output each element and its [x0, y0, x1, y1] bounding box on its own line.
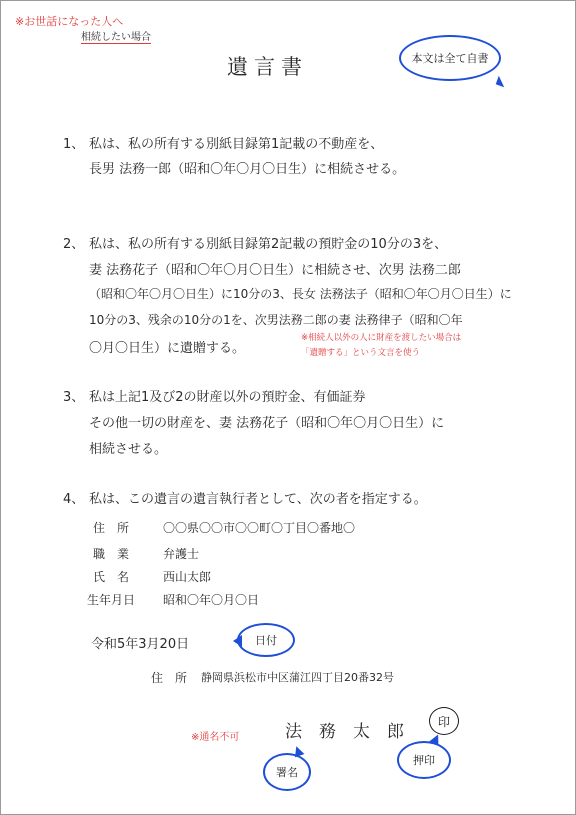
handwritten-text-bubble: 本文は全て自書	[399, 35, 501, 81]
clause-3-number: 3、	[63, 390, 85, 405]
clause-2-line2: 妻 法務花子（昭和〇年〇月〇日生）に相続させ、次男 法務二郎	[89, 263, 461, 278]
header-note-line2: 相続したい場合	[81, 28, 151, 44]
executor-name-label: 氏 名	[93, 570, 130, 584]
signature-bubble: 署名	[263, 753, 311, 791]
clause-1-line1: 私は、私の所有する別紙目録第1記載の不動産を、	[89, 137, 384, 152]
executor-address-value: 〇〇県〇〇市〇〇町〇丁目〇番地〇	[163, 521, 356, 535]
clause-3-line1: 私は上記1及び2の財産以外の預貯金、有価証券	[89, 390, 366, 405]
seal-bubble: 押印	[397, 741, 451, 779]
clause-3-line2: その他一切の財産を、妻 法務花子（昭和〇年〇月〇日生）に	[89, 416, 445, 431]
clause-2-line4: 10分の3、残余の10分の1を、次男法務二郎の妻 法務律子（昭和〇年	[89, 313, 463, 327]
executor-name-value: 西山太郎	[163, 570, 212, 584]
bequest-note-line1: ※相続人以外の人に財産を渡したい場合は	[301, 333, 462, 343]
executor-occupation-value: 弁護士	[163, 547, 200, 561]
date-bubble: 日付	[237, 623, 295, 657]
clause-2-line5: 〇月〇日生）に遺贈する。	[89, 341, 246, 356]
bequest-note-line2: 「遺贈する」という文言を使う	[301, 348, 421, 358]
clause-4-number: 4、	[63, 492, 85, 507]
clause-3-line3: 相続させる。	[89, 442, 168, 457]
seal-mark: 印	[429, 707, 459, 735]
document-title: 遺言書	[227, 55, 308, 79]
clause-2-number: 2、	[63, 237, 85, 252]
clause-2-line1: 私は、私の所有する別紙目録第2記載の預貯金の10分の3を、	[89, 237, 448, 252]
testator-address: 静岡県浜松市中区蒲江四丁目20番32号	[201, 671, 394, 684]
clause-1-number: 1、	[63, 137, 85, 152]
header-note-line1: ※お世話になった人へ	[15, 15, 124, 28]
clause-4-line1: 私は、この遺言の遺言執行者として、次の者を指定する。	[89, 492, 427, 507]
executor-birthdate-value: 昭和〇年〇月〇日	[163, 593, 260, 607]
executor-birthdate-label: 生年月日	[87, 593, 136, 607]
clause-1-line2: 長男 法務一郎（昭和〇年〇月〇日生）に相続させる。	[89, 162, 406, 177]
will-date: 令和5年3月20日	[91, 637, 190, 652]
alias-not-allowed-note: ※通名不可	[191, 732, 240, 743]
testator-signature: 法 務 太 郎	[285, 722, 404, 742]
executor-address-label: 住 所	[93, 521, 130, 535]
testator-address-label: 住 所	[151, 671, 188, 685]
clause-2-line3: （昭和〇年〇月〇日生）に10分の3、長女 法務法子（昭和〇年〇月〇日生）に	[89, 287, 512, 301]
executor-occupation-label: 職 業	[93, 547, 130, 561]
